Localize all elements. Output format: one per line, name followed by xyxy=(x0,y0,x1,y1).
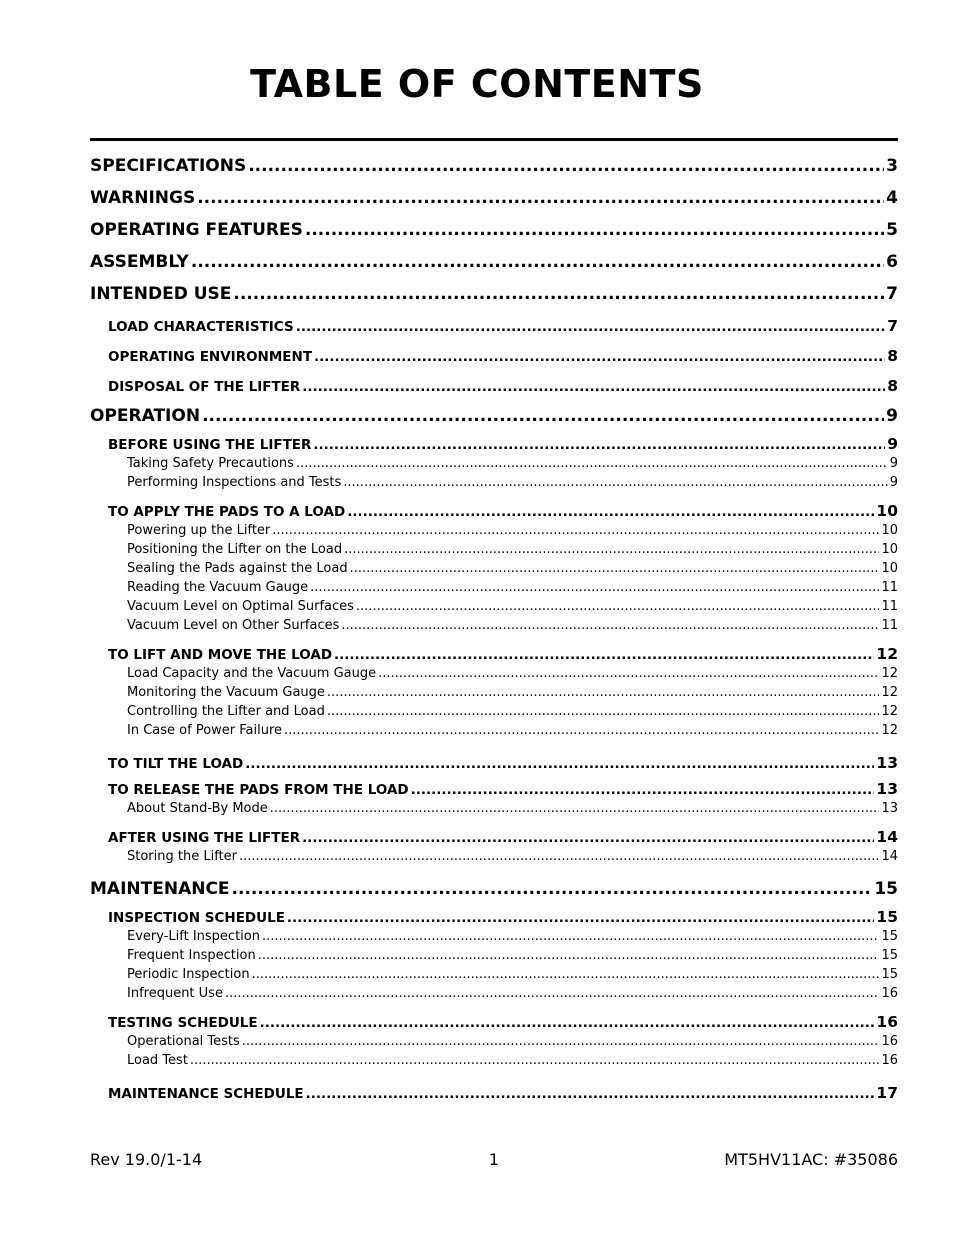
toc-leader-dots xyxy=(191,249,884,275)
toc-leader-dots xyxy=(239,848,879,866)
toc-entry-page: 12 xyxy=(881,666,898,681)
toc-entry-label: TO APPLY THE PADS TO A LOAD xyxy=(108,504,346,520)
toc-entry-level-2[interactable] xyxy=(90,313,898,343)
toc-entry-page: 7 xyxy=(887,317,898,335)
toc-entry-label: Performing Inspections and Tests xyxy=(127,475,342,490)
toc-leader-dots xyxy=(258,947,880,965)
toc-entry-page: 10 xyxy=(881,523,898,538)
toc-entry-level-1[interactable] xyxy=(90,281,898,313)
toc-leader-dots xyxy=(233,281,884,307)
table-of-contents xyxy=(90,153,898,1110)
toc-leader-dots xyxy=(197,185,884,211)
toc-entry-page: 12 xyxy=(881,704,898,719)
toc-entry-level-2[interactable] xyxy=(90,780,898,800)
toc-entry-level-3[interactable] xyxy=(90,722,898,750)
toc-entry-label: DISPOSAL OF THE LIFTER xyxy=(108,379,301,395)
toc-entry-label: LOAD CHARACTERISTICS xyxy=(108,319,294,335)
toc-entry-page: 17 xyxy=(876,1084,898,1102)
toc-entry-page: 11 xyxy=(881,599,898,614)
toc-entry-page: 13 xyxy=(876,780,898,798)
toc-entry-level-2[interactable] xyxy=(90,502,898,522)
toc-entry-level-2[interactable] xyxy=(90,435,898,455)
toc-entry-page: 15 xyxy=(881,948,898,963)
toc-entry-level-2[interactable] xyxy=(90,1080,898,1110)
toc-leader-dots xyxy=(306,1081,875,1107)
toc-entry-label: OPERATING ENVIRONMENT xyxy=(108,349,313,365)
toc-entry-page: 10 xyxy=(881,542,898,557)
toc-entry-level-3[interactable] xyxy=(90,474,898,502)
toc-entry-level-3[interactable] xyxy=(90,928,898,947)
toc-entry-label: TO RELEASE THE PADS FROM THE LOAD xyxy=(108,782,409,798)
toc-entry-label: WARNINGS xyxy=(90,188,196,208)
toc-entry-level-1[interactable] xyxy=(90,249,898,281)
toc-entry-level-3[interactable] xyxy=(90,617,898,645)
toc-entry-label: TESTING SCHEDULE xyxy=(108,1015,258,1031)
toc-leader-dots xyxy=(334,646,874,664)
title-divider xyxy=(90,138,898,141)
toc-entry-label: Load Test xyxy=(127,1053,188,1068)
toc-entry-label: Infrequent Use xyxy=(127,986,223,1001)
toc-entry-level-3[interactable] xyxy=(90,579,898,598)
toc-leader-dots xyxy=(302,829,874,847)
toc-entry-page: 16 xyxy=(881,1034,898,1049)
toc-leader-dots xyxy=(190,1052,880,1070)
toc-entry-label: About Stand-By Mode xyxy=(127,801,268,816)
toc-entry-label: Reading the Vacuum Gauge xyxy=(127,580,309,595)
toc-entry-level-3[interactable] xyxy=(90,985,898,1013)
toc-entry-page: 16 xyxy=(876,1013,898,1031)
toc-leader-dots xyxy=(242,1033,880,1051)
toc-leader-dots xyxy=(344,541,879,559)
toc-entry-level-3[interactable] xyxy=(90,703,898,722)
toc-leader-dots xyxy=(350,560,880,578)
toc-entry-level-1[interactable] xyxy=(90,217,898,249)
toc-entry-page: 12 xyxy=(881,685,898,700)
toc-leader-dots xyxy=(310,579,879,597)
toc-entry-label: Periodic Inspection xyxy=(127,967,250,982)
toc-leader-dots xyxy=(327,703,880,721)
toc-leader-dots xyxy=(272,522,879,540)
toc-entry-page: 3 xyxy=(886,156,898,176)
toc-entry-page: 16 xyxy=(881,1053,898,1068)
toc-entry-page: 6 xyxy=(886,252,898,272)
toc-leader-dots xyxy=(296,314,886,340)
toc-entry-level-1[interactable] xyxy=(90,403,898,435)
toc-entry-level-3[interactable] xyxy=(90,848,898,876)
toc-entry-level-3[interactable] xyxy=(90,455,898,474)
toc-entry-page: 9 xyxy=(889,456,898,471)
toc-entry-level-2[interactable] xyxy=(90,908,898,928)
page-title: TABLE OF CONTENTS xyxy=(250,62,704,106)
toc-entry-page: 12 xyxy=(881,723,898,738)
toc-entry-page: 15 xyxy=(881,929,898,944)
toc-entry-page: 14 xyxy=(876,828,898,846)
toc-entry-page: 13 xyxy=(881,801,898,816)
toc-leader-dots xyxy=(270,800,880,818)
toc-entry-label: Controlling the Lifter and Load xyxy=(127,704,325,719)
toc-entry-level-3[interactable] xyxy=(90,541,898,560)
toc-entry-level-2[interactable] xyxy=(90,343,898,373)
toc-entry-label: ASSEMBLY xyxy=(90,252,189,272)
toc-entry-page: 11 xyxy=(881,580,898,595)
toc-entry-label: Powering up the Lifter xyxy=(127,523,271,538)
toc-entry-page: 12 xyxy=(876,645,898,663)
toc-entry-label: OPERATION xyxy=(90,406,201,426)
toc-leader-dots xyxy=(245,751,874,777)
toc-entry-level-2[interactable] xyxy=(90,645,898,665)
toc-entry-label: MAINTENANCE xyxy=(90,879,230,899)
toc-entry-level-1[interactable] xyxy=(90,876,898,908)
toc-entry-page: 7 xyxy=(886,284,898,304)
toc-entry-level-3[interactable] xyxy=(90,1033,898,1052)
toc-entry-level-2[interactable] xyxy=(90,1013,898,1033)
toc-entry-page: 5 xyxy=(886,220,898,240)
toc-entry-page: 9 xyxy=(886,406,898,426)
toc-entry-label: TO TILT THE LOAD xyxy=(108,756,244,772)
toc-leader-dots xyxy=(260,1014,875,1032)
toc-leader-dots xyxy=(296,455,888,473)
toc-entry-label: Monitoring the Vacuum Gauge xyxy=(127,685,325,700)
toc-entry-label: OPERATING FEATURES xyxy=(90,220,303,240)
toc-leader-dots xyxy=(378,665,879,683)
toc-entry-page: 11 xyxy=(881,618,898,633)
footer-page-number: 1 xyxy=(488,1150,500,1169)
toc-entry-level-3[interactable] xyxy=(90,560,898,579)
toc-entry-page: 10 xyxy=(881,561,898,576)
toc-leader-dots xyxy=(232,876,873,902)
toc-entry-label: INTENDED USE xyxy=(90,284,232,304)
toc-entry-level-3[interactable] xyxy=(90,522,898,541)
toc-entry-page: 9 xyxy=(887,435,898,453)
toc-leader-dots xyxy=(313,436,885,454)
toc-leader-dots xyxy=(347,503,874,521)
footer-model: MT5HV11AC: #35086 xyxy=(724,1150,898,1169)
toc-leader-dots xyxy=(314,344,885,370)
toc-leader-dots xyxy=(252,966,880,984)
toc-entry-page: 10 xyxy=(876,502,898,520)
toc-entry-label: TO LIFT AND MOVE THE LOAD xyxy=(108,647,333,663)
toc-entry-label: SPECIFICATIONS xyxy=(90,156,247,176)
toc-entry-level-3[interactable] xyxy=(90,947,898,966)
toc-entry-label: Positioning the Lifter on the Load xyxy=(127,542,343,557)
toc-leader-dots xyxy=(411,781,875,799)
toc-entry-label: Sealing the Pads against the Load xyxy=(127,561,348,576)
toc-leader-dots xyxy=(356,598,880,616)
toc-leader-dots xyxy=(327,684,880,702)
toc-leader-dots xyxy=(305,217,884,243)
toc-leader-dots xyxy=(225,985,880,1003)
toc-entry-page: 16 xyxy=(881,986,898,1001)
toc-leader-dots xyxy=(202,403,884,429)
toc-entry-label: AFTER USING THE LIFTER xyxy=(108,830,301,846)
toc-entry-page: 15 xyxy=(876,908,898,926)
toc-entry-label: Every-Lift Inspection xyxy=(127,929,260,944)
toc-entry-level-3[interactable] xyxy=(90,966,898,985)
toc-entry-page: 4 xyxy=(886,188,898,208)
toc-leader-dots xyxy=(284,722,879,740)
toc-entry-page: 14 xyxy=(881,849,898,864)
toc-entry-level-3[interactable] xyxy=(90,684,898,703)
toc-entry-label: Storing the Lifter xyxy=(127,849,237,864)
toc-entry-label: MAINTENANCE SCHEDULE xyxy=(108,1086,304,1102)
page-footer xyxy=(90,1150,898,1174)
toc-entry-level-2[interactable] xyxy=(90,828,898,848)
toc-entry-label: BEFORE USING THE LIFTER xyxy=(108,437,312,453)
toc-entry-label: Vacuum Level on Optimal Surfaces xyxy=(127,599,354,614)
toc-leader-dots xyxy=(302,374,885,400)
toc-leader-dots xyxy=(341,617,879,635)
toc-entry-label: In Case of Power Failure xyxy=(127,723,283,738)
toc-entry-page: 9 xyxy=(889,475,898,490)
toc-entry-level-2[interactable] xyxy=(90,750,898,780)
toc-leader-dots xyxy=(248,153,884,179)
toc-entry-page: 8 xyxy=(887,347,898,365)
toc-entry-page: 13 xyxy=(876,754,898,772)
toc-entry-level-1[interactable] xyxy=(90,185,898,217)
toc-leader-dots xyxy=(262,928,879,946)
toc-entry-level-3[interactable] xyxy=(90,665,898,684)
toc-entry-level-2[interactable] xyxy=(90,373,898,403)
toc-entry-page: 15 xyxy=(874,879,898,899)
toc-entry-label: Operational Tests xyxy=(127,1034,240,1049)
toc-entry-label: Load Capacity and the Vacuum Gauge xyxy=(127,666,377,681)
toc-entry-level-3[interactable] xyxy=(90,800,898,828)
toc-entry-level-3[interactable] xyxy=(90,1052,898,1080)
toc-entry-page: 15 xyxy=(881,967,898,982)
toc-entry-level-1[interactable] xyxy=(90,153,898,185)
toc-entry-label: Vacuum Level on Other Surfaces xyxy=(127,618,340,633)
footer-revision: Rev 19.0/1-14 xyxy=(90,1150,203,1169)
toc-entry-level-3[interactable] xyxy=(90,598,898,617)
toc-entry-label: INSPECTION SCHEDULE xyxy=(108,910,285,926)
toc-entry-page: 8 xyxy=(887,377,898,395)
toc-entry-label: Taking Safety Precautions xyxy=(127,456,294,471)
toc-entry-label: Frequent Inspection xyxy=(127,948,256,963)
toc-leader-dots xyxy=(343,474,887,492)
toc-leader-dots xyxy=(287,909,875,927)
